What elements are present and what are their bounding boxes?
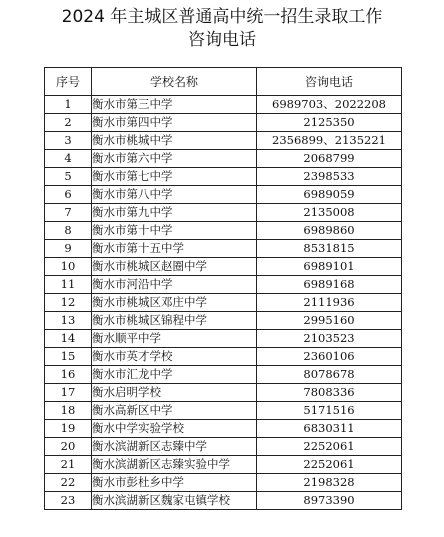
school-name-cell: 衡水市彭杜乡中学 <box>92 474 257 492</box>
school-name-cell: 衡水市桃城区锦程中学 <box>92 312 257 330</box>
serial-number-cell: 14 <box>45 330 92 348</box>
table-row <box>45 456 402 474</box>
table-row <box>45 186 402 204</box>
table-row <box>45 348 402 366</box>
serial-number-cell: 4 <box>45 150 92 168</box>
table-row <box>45 366 402 384</box>
serial-number-cell: 16 <box>45 366 92 384</box>
phone-number-cell: 2111936 <box>257 294 402 312</box>
school-name-cell: 衡水市第九中学 <box>92 204 257 222</box>
phone-number-cell: 2198328 <box>257 474 402 492</box>
serial-number-cell: 1 <box>45 96 92 114</box>
school-name-cell: 衡水市第八中学 <box>92 186 257 204</box>
school-name-cell: 衡水市英才学校 <box>92 348 257 366</box>
header-serial-number: 序号 <box>45 68 92 96</box>
serial-number-cell: 8 <box>45 222 92 240</box>
school-name-cell: 衡水市汇龙中学 <box>92 366 257 384</box>
school-name-cell: 衡水滨湖新区志臻中学 <box>92 438 257 456</box>
table-row <box>45 330 402 348</box>
serial-number-cell: 12 <box>45 294 92 312</box>
school-name-cell: 衡水顺平中学 <box>92 330 257 348</box>
phone-number-cell: 6989059 <box>257 186 402 204</box>
phone-number-cell: 2356899、2135221 <box>257 132 402 150</box>
school-name-cell: 衡水市第十五中学 <box>92 240 257 258</box>
phone-number-cell: 8531815 <box>257 240 402 258</box>
school-name-cell: 衡水市第六中学 <box>92 150 257 168</box>
serial-number-cell: 2 <box>45 114 92 132</box>
phone-number-cell: 6989101 <box>257 258 402 276</box>
table-row <box>45 132 402 150</box>
table-row <box>45 312 402 330</box>
phone-number-cell: 6989703、2022208 <box>257 96 402 114</box>
school-name-cell: 衡水市河沿中学 <box>92 276 257 294</box>
school-name-cell: 衡水市桃城区赵圈中学 <box>92 258 257 276</box>
table-row <box>45 474 402 492</box>
school-name-cell: 衡水启明学校 <box>92 384 257 402</box>
school-name-cell: 衡水市第三中学 <box>92 96 257 114</box>
phone-number-cell: 2103523 <box>257 330 402 348</box>
table-row <box>45 384 402 402</box>
serial-number-cell: 23 <box>45 492 92 510</box>
table-body <box>45 96 402 510</box>
table-row <box>45 258 402 276</box>
serial-number-cell: 15 <box>45 348 92 366</box>
consult-phone-table <box>44 67 402 510</box>
serial-number-cell: 7 <box>45 204 92 222</box>
table-row <box>45 492 402 510</box>
school-name-cell: 衡水市第七中学 <box>92 168 257 186</box>
school-name-cell: 衡水滨湖新区魏家屯镇学校 <box>92 492 257 510</box>
phone-number-cell: 7808336 <box>257 384 402 402</box>
school-name-cell: 衡水市桃城区邓庄中学 <box>92 294 257 312</box>
school-name-cell: 衡水滨湖新区志臻实验中学 <box>92 456 257 474</box>
table-row <box>45 114 402 132</box>
serial-number-cell: 3 <box>45 132 92 150</box>
table-row <box>45 402 402 420</box>
serial-number-cell: 9 <box>45 240 92 258</box>
school-name-cell: 衡水高新区中学 <box>92 402 257 420</box>
header-school-name: 学校名称 <box>92 68 257 96</box>
serial-number-cell: 10 <box>45 258 92 276</box>
table-row <box>45 150 402 168</box>
table-row <box>45 240 402 258</box>
phone-number-cell: 2135008 <box>257 204 402 222</box>
phone-number-cell: 6989860 <box>257 222 402 240</box>
phone-number-cell: 6989168 <box>257 276 402 294</box>
phone-number-cell: 2068799 <box>257 150 402 168</box>
phone-number-cell: 2398533 <box>257 168 402 186</box>
serial-number-cell: 20 <box>45 438 92 456</box>
page-title-line-1: 2024 年主城区普通高中统一招生录取工作 <box>61 7 383 27</box>
table-row <box>45 96 402 114</box>
serial-number-cell: 18 <box>45 402 92 420</box>
phone-number-cell: 8078678 <box>257 366 402 384</box>
phone-number-cell: 5171516 <box>257 402 402 420</box>
table-row <box>45 420 402 438</box>
page-title-line-2: 咨询电话 <box>188 30 256 50</box>
header-consult-phone: 咨询电话 <box>257 68 402 96</box>
school-name-cell: 衡水市桃城中学 <box>92 132 257 150</box>
school-name-cell: 衡水市第十中学 <box>92 222 257 240</box>
phone-number-cell: 2252061 <box>257 456 402 474</box>
serial-number-cell: 17 <box>45 384 92 402</box>
table-row <box>45 168 402 186</box>
table-row <box>45 276 402 294</box>
serial-number-cell: 21 <box>45 456 92 474</box>
phone-number-cell: 2125350 <box>257 114 402 132</box>
table-row <box>45 204 402 222</box>
phone-number-cell: 2252061 <box>257 438 402 456</box>
table-row <box>45 438 402 456</box>
serial-number-cell: 22 <box>45 474 92 492</box>
phone-number-cell: 6830311 <box>257 420 402 438</box>
phone-number-cell: 2995160 <box>257 312 402 330</box>
serial-number-cell: 19 <box>45 420 92 438</box>
school-name-cell: 衡水中学实验学校 <box>92 420 257 438</box>
phone-number-cell: 2360106 <box>257 348 402 366</box>
serial-number-cell: 13 <box>45 312 92 330</box>
serial-number-cell: 11 <box>45 276 92 294</box>
page-title <box>0 6 444 52</box>
serial-number-cell: 5 <box>45 168 92 186</box>
table-row <box>45 222 402 240</box>
table-row <box>45 294 402 312</box>
phone-number-cell: 8973390 <box>257 492 402 510</box>
school-name-cell: 衡水市第四中学 <box>92 114 257 132</box>
table-header-row <box>45 68 402 96</box>
serial-number-cell: 6 <box>45 186 92 204</box>
